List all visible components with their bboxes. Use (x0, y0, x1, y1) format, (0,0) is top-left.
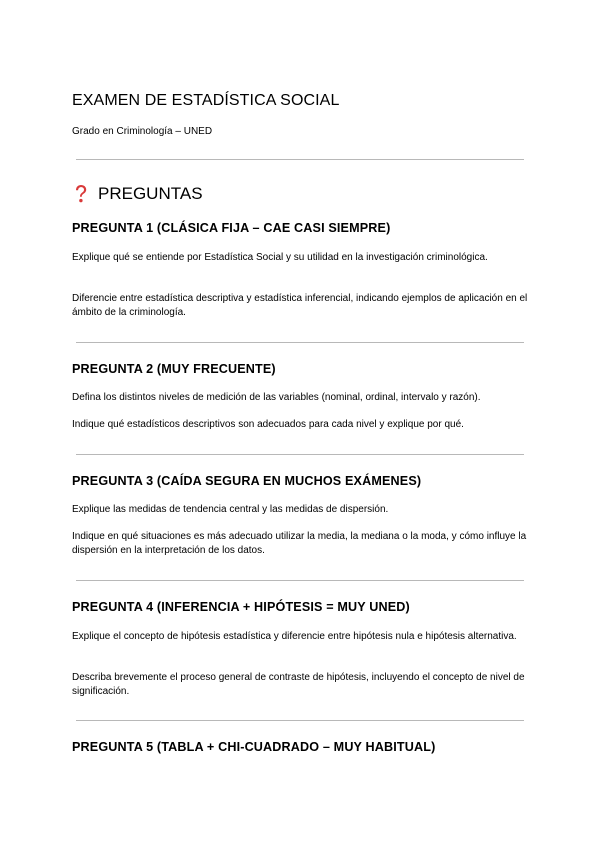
question-5-heading: PREGUNTA 5 (TABLA + CHI-CUADRADO – MUY HABITUAL) (72, 740, 436, 754)
question-3-paragraph-2: Indique en qué situaciones es más adecuado utilizar la media, la mediana o la moda, y cómo influye la dispersión en la interpretación de los datos. (72, 531, 527, 556)
question-4-heading: PREGUNTA 4 (INFERENCIA + HIPÓTESIS = MUY UNED) (72, 600, 410, 614)
red-question-mark-icon (72, 184, 90, 204)
question-4-paragraph-1: Explique el concepto de hipótesis estadística y diferencie entre hipótesis nula e hipótesis alternativa. (72, 631, 517, 642)
section-title (72, 184, 203, 204)
question-1-paragraph-1: Explique qué se entiende por Estadística Social y su utilidad en la investigación criminológica. (72, 252, 488, 263)
question-2-paragraph-2: Indique qué estadísticos descriptivos son adecuados para cada nivel y explique por qué. (72, 419, 464, 430)
divider (76, 580, 524, 581)
divider (76, 159, 524, 160)
question-1-paragraph-2: Diferencie entre estadística descriptiva y estadística inferencial, indicando ejemplos de aplicación en el ámbito de la criminología. (72, 293, 528, 318)
document-title: EXAMEN DE ESTADÍSTICA SOCIAL (72, 92, 340, 109)
question-2-paragraph-1: Defina los distintos niveles de medición de las variables (nominal, ordinal, intervalo y razón). (72, 392, 481, 403)
section-title-text: PREGUNTAS (98, 184, 203, 203)
question-4-paragraph-2: Describa brevemente el proceso general de contraste de hipótesis, incluyendo el concepto de nivel de significación. (72, 672, 525, 697)
divider (76, 454, 524, 455)
divider (76, 720, 524, 721)
divider (76, 342, 524, 343)
question-1-heading: PREGUNTA 1 (CLÁSICA FIJA – CAE CASI SIEMPRE) (72, 221, 391, 235)
question-3-paragraph-1: Explique las medidas de tendencia central y las medidas de dispersión. (72, 504, 389, 515)
document-subtitle: Grado en Criminología – UNED (72, 126, 213, 137)
question-3-heading: PREGUNTA 3 (CAÍDA SEGURA EN MUCHOS EXÁMENES) (72, 474, 422, 488)
question-2-heading: PREGUNTA 2 (MUY FRECUENTE) (72, 362, 276, 376)
